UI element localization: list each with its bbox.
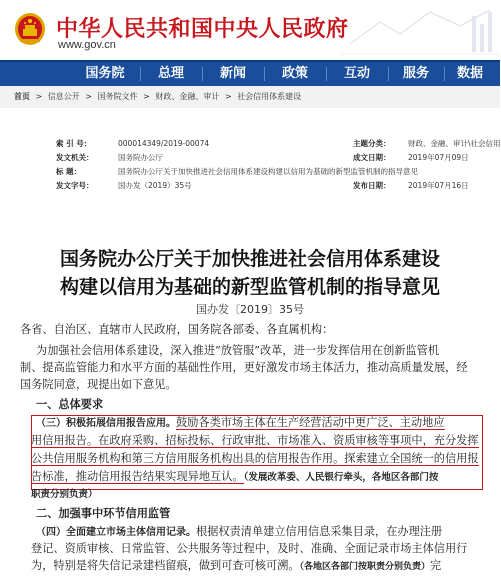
- nav-item-services[interactable]: 服务: [402, 66, 429, 81]
- breadcrumb-state-council-docs[interactable]: 国务院文件: [97, 92, 138, 101]
- breadcrumb-finance[interactable]: 财政、金融、审计: [155, 92, 220, 101]
- national-emblem-icon[interactable]: [14, 12, 46, 46]
- publish-date-label: 发布日期：: [353, 181, 391, 190]
- category-value: 财政、金融、审计\社会信用: [408, 139, 501, 148]
- breadcrumb-current[interactable]: 社会信用体系建设: [237, 92, 302, 101]
- document-title-line: 国务院办公厅关于加快推进社会信用体系建设: [59, 248, 440, 270]
- category-label: 主题分类：: [353, 139, 391, 148]
- index-label: 索 引 号：: [56, 139, 92, 148]
- item3-line: 告标准，推动信用报告结果实现异地互认。（发展改革委、人民银行牵头，各地区各部门按: [31, 470, 439, 483]
- intro-line: 国务院同意，现提出如下意见。: [20, 378, 177, 391]
- title-value: 国务院办公厅关于加快推进社会信用体系建设构建以信用为基础的新型监管机制的指导意见: [118, 167, 418, 176]
- nav-item-state-council[interactable]: 国务院: [85, 66, 125, 81]
- site-title[interactable]: 中华人民共和国中央人民政府: [56, 17, 349, 42]
- issuer-value: 国务院办公厅: [118, 153, 163, 162]
- title-label: 标 题：: [56, 167, 82, 176]
- breadcrumb-info-public[interactable]: 信息公开: [47, 92, 80, 101]
- nav-item-policy[interactable]: 政策: [281, 66, 308, 81]
- intro-line: 制、提高监管能力和水平方面的基础性作用，更好激发市场主体活力，推动高质量发展，经: [20, 361, 468, 374]
- doc-number-value: 国办发（2019）35号: [118, 181, 192, 190]
- issuer-label: 发文机关：: [56, 153, 94, 162]
- document-title-line: 构建以信用为基础的新型监管机制的指导意见: [59, 276, 440, 298]
- item4-line: （四）全面建立市场主体信用记录。根据权责清单建立信用信息采集目录，在办理注册: [36, 525, 443, 538]
- intro-line: 为加强社会信用体系建设，深入推进“放管服”改革，进一步发挥信用在创新监管机: [36, 344, 440, 357]
- item3-line: 用信用报告。在政府采购、招标投标、行政审批、市场准入、资质审核等事项中，充分发挥: [31, 434, 479, 447]
- nav-item-data[interactable]: 数据: [456, 66, 483, 81]
- breadcrumb: [0, 86, 500, 108]
- document-meta-table: [8, 128, 501, 194]
- section-heading: 二、加强事中环节信用监管: [36, 506, 171, 520]
- nav-item-news[interactable]: 新闻: [219, 66, 246, 81]
- main-nav: [0, 60, 500, 86]
- item3-line: 职责分别负责）: [31, 489, 98, 500]
- breadcrumb-separator: >: [85, 92, 93, 101]
- document-title: [0, 245, 500, 301]
- index-value: 000014349/2019-00074: [118, 139, 210, 148]
- breadcrumb-separator: >: [35, 92, 43, 101]
- document-number: 国办发〔2019〕35号: [196, 303, 304, 316]
- item3-line: 公共信用服务机构和第三方信用服务机构出具的信用报告作用。探索建立全国统一的信用报: [31, 452, 479, 465]
- item3-label: （三）积极拓展信用报告应用。: [36, 418, 176, 429]
- item4-line: 为，特别是将失信记录建档留痕，做到可查可核可溯。（各地区各部门按职责分别负责）完: [31, 559, 442, 572]
- site-header: [0, 0, 500, 60]
- created-date-label: 成文日期：: [353, 153, 391, 162]
- section-heading: 一、总体要求: [36, 397, 104, 411]
- header-decoration: [340, 4, 500, 60]
- addressee: 各省、自治区、直辖市人民政府，国务院各部委、各直属机构：: [20, 323, 334, 336]
- item3-text: 鼓励各类市场主体在生产经营活动中更广泛、主动地应: [176, 416, 445, 429]
- nav-item-premier[interactable]: 总理: [157, 66, 184, 81]
- nav-item-interaction[interactable]: 互动: [343, 66, 370, 81]
- breadcrumb-separator: >: [224, 92, 232, 101]
- site-url: www.gov.cn: [58, 39, 116, 51]
- publish-date-value: 2019年07月16日: [408, 181, 469, 190]
- doc-number-label: 发文字号：: [56, 181, 94, 190]
- breadcrumb-separator: >: [143, 92, 150, 101]
- created-date-value: 2019年07月09日: [408, 153, 469, 162]
- breadcrumb-home[interactable]: 首页: [14, 92, 30, 101]
- item3-line: [36, 414, 480, 432]
- item4-line: 登记、资质审核、日常监管、公共服务等过程中，及时、准确、全面记录市场主体信用行: [31, 542, 468, 555]
